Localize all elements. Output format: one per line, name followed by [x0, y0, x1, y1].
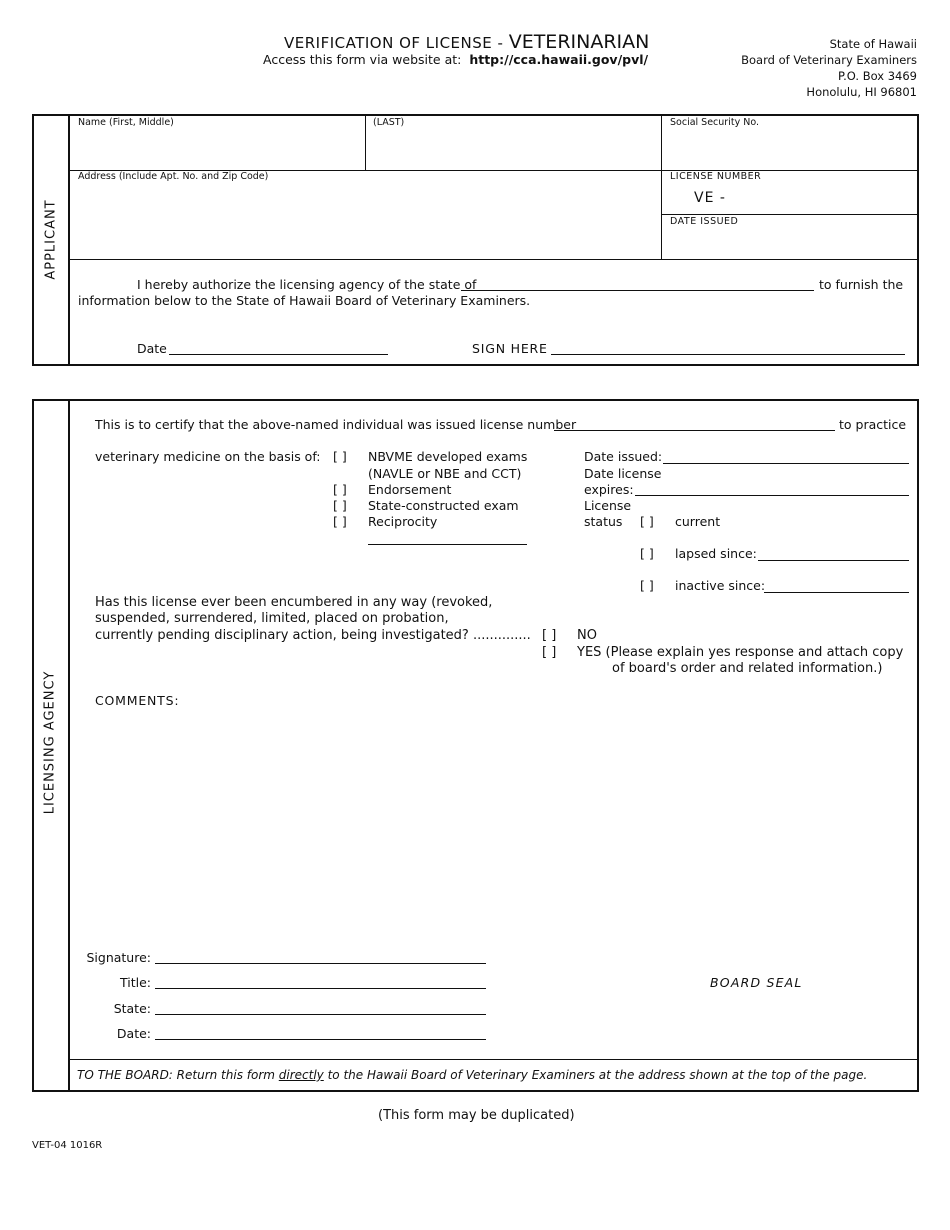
form-code: VET-04 1016R [32, 1140, 103, 1151]
encumbered-question-2: suspended, surrendered, limited, placed on probation, [95, 611, 449, 626]
applicant-row-divider-2 [69, 259, 917, 260]
basis-label: veterinary medicine on the basis of: [95, 449, 321, 464]
board-seal-label: BOARD SEAL [710, 975, 803, 990]
form-title [284, 31, 649, 53]
applicant-section [32, 114, 919, 366]
agency-footer-divider [69, 1059, 917, 1060]
checkbox-nbvme[interactable]: [ ] [333, 449, 347, 464]
date-issued-field-label: Date issued: [584, 449, 663, 464]
inactive-since-line[interactable] [764, 592, 909, 593]
lapsed-since-line[interactable] [758, 560, 909, 561]
certify-license-number-line[interactable] [554, 430, 835, 431]
access-text: Access this form via website at: [263, 52, 462, 67]
agency-title-line[interactable] [155, 988, 486, 989]
status-label: status [584, 514, 623, 529]
authorize-text-line2: information below to the State of Hawaii Board of Veterinary Examiners. [78, 293, 531, 308]
return-text-directly: directly [278, 1068, 324, 1082]
form-title-main: VETERINARIAN [508, 31, 650, 53]
date-issued-line[interactable] [663, 463, 909, 464]
sign-here-label: SIGN HERE [472, 341, 548, 356]
checkbox-endorsement[interactable]: [ ] [333, 482, 347, 497]
certify-text-pre: This is to certify that the above-named individual was issued license number [95, 417, 577, 432]
form-title-prefix: VERIFICATION OF LICENSE - [284, 34, 509, 52]
option-nbvme-detail: (NAVLE or NBE and CCT) [368, 466, 522, 481]
agency-section-label: LICENSING AGENCY [42, 670, 58, 815]
website-url[interactable]: http://cca.hawaii.gov/pvl/ [469, 52, 649, 67]
return-text-post: to the Hawaii Board of Veterinary Examiners at the address shown at the top of the page. [323, 1068, 868, 1082]
answer-no: NO [577, 628, 597, 643]
status-inactive: inactive since: [675, 578, 766, 593]
checkbox-current[interactable]: [ ] [640, 514, 654, 529]
agency-date-line[interactable] [155, 1039, 486, 1040]
certify-text-post: to practice [839, 417, 907, 432]
address-line-city: Honolulu, HI 96801 [806, 85, 917, 99]
agency-title-label: Title: [120, 975, 151, 990]
license-number-label: LICENSE NUMBER [670, 171, 762, 182]
license-prefix: VE - [694, 190, 726, 206]
status-lapsed: lapsed since: [675, 546, 757, 561]
address-line-board: Board of Veterinary Examiners [741, 53, 917, 67]
signature-line[interactable] [551, 354, 905, 355]
authorize-state-line[interactable] [461, 290, 814, 291]
applicant-section-label: APPLICANT [43, 199, 59, 280]
applicant-date-label: Date [137, 341, 167, 356]
agency-state-line[interactable] [155, 1014, 486, 1015]
license-status-label: License [584, 498, 632, 513]
authorize-text-pre: I hereby authorize the licensing agency of the state of [137, 277, 477, 292]
option-state-exam: State-constructed exam [368, 498, 519, 513]
comments-label: COMMENTS: [95, 693, 180, 708]
agency-label-divider [68, 399, 70, 1092]
return-text-pre: TO THE BOARD: Return this form [77, 1068, 279, 1082]
authorize-text-post: to furnish the [819, 277, 904, 292]
expires-line[interactable] [635, 495, 909, 496]
checkbox-lapsed[interactable]: [ ] [640, 546, 654, 561]
checkbox-inactive[interactable]: [ ] [640, 578, 654, 593]
encumbered-question-3: currently pending disciplinary action, being investigated? .............. [95, 628, 531, 643]
checkbox-reciprocity[interactable]: [ ] [333, 514, 347, 529]
option-reciprocity: Reciprocity [368, 514, 438, 529]
access-line [263, 52, 648, 67]
board-address [741, 36, 917, 100]
address-label: Address (Include Apt. No. and Zip Code) [78, 171, 269, 182]
checkbox-no[interactable]: [ ] [542, 628, 557, 643]
ssn-label: Social Security No. [670, 117, 759, 128]
agency-signature-line[interactable] [155, 963, 486, 964]
applicant-label-divider [68, 114, 70, 366]
checkbox-yes[interactable]: [ ] [542, 645, 557, 660]
checkbox-state-exam[interactable]: [ ] [333, 498, 347, 513]
date-license-label: Date license [584, 466, 662, 481]
board-return-instructions [77, 1068, 867, 1082]
other-basis-line[interactable] [368, 544, 527, 545]
option-endorsement: Endorsement [368, 482, 452, 497]
right-column-divider [661, 115, 662, 259]
status-current: current [675, 514, 721, 529]
agency-state-label: State: [113, 1001, 151, 1016]
comments-area[interactable] [95, 712, 905, 932]
agency-signature-label: Signature: [86, 950, 151, 965]
expires-label: expires: [584, 482, 634, 497]
agency-date-label: Date: [116, 1026, 151, 1041]
option-nbvme: NBVME developed exams [368, 449, 528, 464]
applicant-date-line[interactable] [169, 354, 388, 355]
license-number-divider [661, 214, 917, 215]
address-line-state: State of Hawaii [829, 37, 917, 51]
answer-yes-detail: of board's order and related information.) [612, 661, 883, 676]
date-issued-label: DATE ISSUED [670, 216, 739, 227]
answer-yes: YES (Please explain yes response and attach copy [577, 645, 904, 660]
name-divider [365, 115, 366, 170]
duplicate-note: (This form may be duplicated) [378, 1108, 575, 1123]
name-last-label: (LAST) [373, 117, 405, 128]
name-first-middle-label: Name (First, Middle) [78, 117, 174, 128]
address-line-pobox: P.O. Box 3469 [838, 69, 917, 83]
encumbered-question-1: Has this license ever been encumbered in any way (revoked, [95, 595, 493, 610]
